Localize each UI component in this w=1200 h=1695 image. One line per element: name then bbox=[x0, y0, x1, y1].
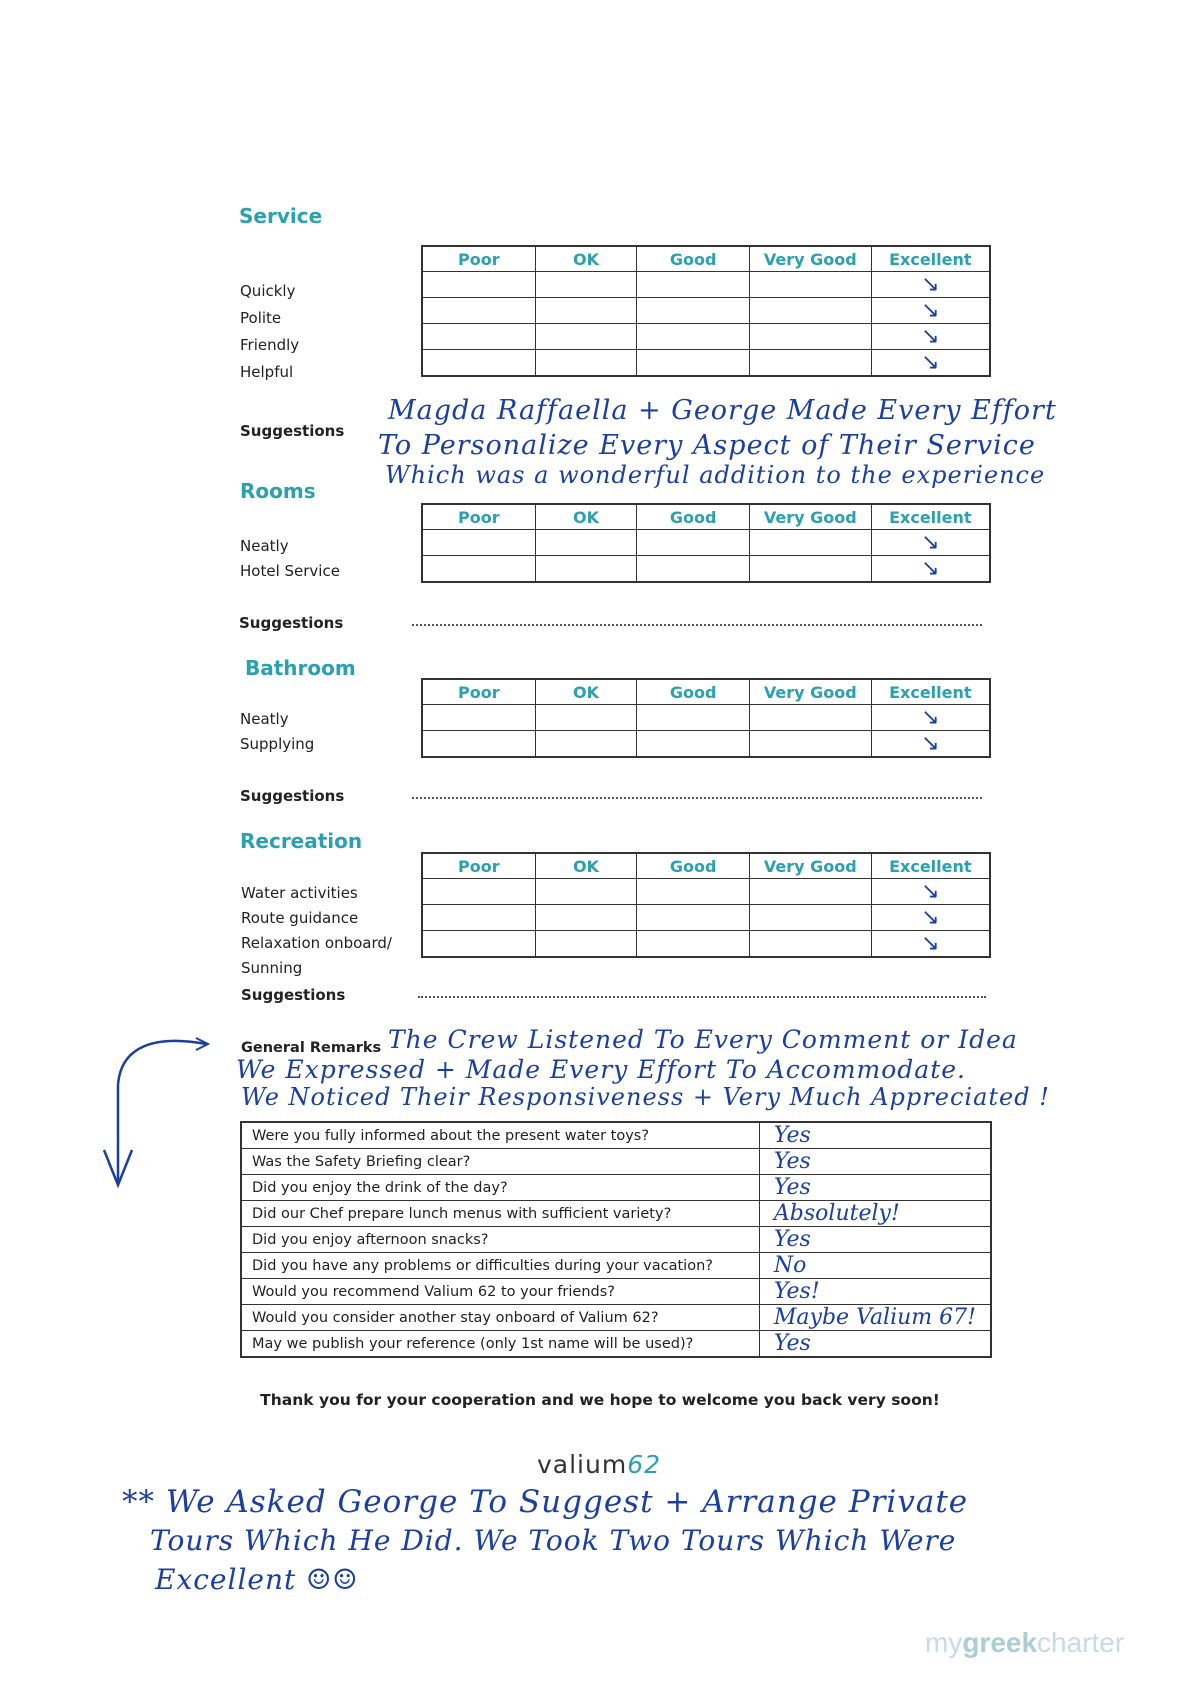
bathroom-row-supplying: Supplying bbox=[240, 735, 315, 753]
footer-note-line-2: Tours Which He Did. We Took Two Tours Which Were bbox=[150, 1524, 957, 1557]
recreation-row-water-activities: Water activities bbox=[241, 884, 358, 902]
recreation-row-relaxation: Relaxation onboard/ bbox=[241, 934, 392, 952]
bathroom-row-neatly: Neatly bbox=[240, 710, 289, 728]
section-title-recreation: Recreation bbox=[240, 829, 363, 853]
service-row-quickly: Quickly bbox=[240, 282, 296, 300]
header-ok: OK bbox=[535, 679, 637, 705]
section-title-bathroom: Bathroom bbox=[245, 656, 356, 680]
footer-note-line-3: Excellent ☺☺ bbox=[155, 1563, 359, 1596]
rating-row bbox=[422, 324, 990, 350]
answer-cell[interactable]: No bbox=[759, 1253, 991, 1279]
question-row bbox=[241, 1331, 991, 1358]
question-row bbox=[241, 1175, 991, 1201]
header-poor: Poor bbox=[422, 853, 535, 879]
rating-row bbox=[422, 705, 990, 731]
service-row-friendly: Friendly bbox=[240, 336, 300, 354]
answer-cell[interactable]: Yes! bbox=[759, 1279, 991, 1305]
header-ok: OK bbox=[535, 853, 637, 879]
rating-cell[interactable] bbox=[637, 879, 750, 905]
header-excellent: Excellent bbox=[871, 853, 990, 879]
bathroom-rating-table bbox=[421, 678, 991, 758]
rooms-suggestions-label: Suggestions bbox=[239, 614, 344, 632]
rating-cell[interactable] bbox=[535, 879, 637, 905]
answer-cell[interactable]: Yes bbox=[759, 1331, 991, 1358]
recreation-suggestions-label: Suggestions bbox=[241, 986, 346, 1004]
rating-cell[interactable] bbox=[637, 931, 750, 958]
recreation-row-sunning: Sunning bbox=[241, 959, 303, 977]
answer-cell[interactable]: Maybe Valium 67! bbox=[759, 1305, 991, 1331]
rating-header-row bbox=[422, 853, 990, 879]
check-mark-icon[interactable]: ↘ bbox=[871, 298, 990, 324]
answer-cell[interactable]: Absolutely! bbox=[759, 1201, 991, 1227]
rating-cell[interactable] bbox=[422, 905, 535, 931]
recreation-suggestions-line[interactable] bbox=[418, 996, 986, 998]
watermark-brand: greek bbox=[962, 1627, 1038, 1658]
check-mark-icon[interactable]: ↘ bbox=[871, 905, 990, 931]
curved-arrow-icon bbox=[96, 1035, 216, 1195]
header-good: Good bbox=[637, 246, 750, 272]
question-row bbox=[241, 1305, 991, 1331]
check-mark-icon[interactable]: ↘ bbox=[871, 931, 990, 958]
rooms-suggestions-line[interactable] bbox=[412, 624, 982, 626]
rating-cell[interactable] bbox=[637, 272, 750, 298]
rating-cell[interactable] bbox=[637, 556, 750, 583]
question-row bbox=[241, 1253, 991, 1279]
logo-text: valium bbox=[537, 1450, 628, 1479]
rating-cell[interactable] bbox=[535, 324, 637, 350]
check-mark-icon[interactable]: ↘ bbox=[871, 731, 990, 758]
service-row-polite: Polite bbox=[240, 309, 282, 327]
rating-cell[interactable] bbox=[422, 530, 535, 556]
check-mark-icon[interactable]: ↘ bbox=[871, 556, 990, 583]
rating-cell[interactable] bbox=[535, 905, 637, 931]
question-row bbox=[241, 1279, 991, 1305]
watermark-post: charter bbox=[1037, 1627, 1125, 1658]
general-remark-line-1: The Crew Listened To Every Comment or Idea bbox=[388, 1025, 1018, 1054]
header-very-good: Very Good bbox=[750, 853, 872, 879]
question-row bbox=[241, 1122, 991, 1149]
rating-cell[interactable] bbox=[750, 879, 872, 905]
header-poor: Poor bbox=[422, 246, 535, 272]
rating-cell[interactable] bbox=[750, 905, 872, 931]
general-remark-line-2: We Expressed + Made Every Effort To Accommodate. bbox=[236, 1055, 966, 1084]
rating-cell[interactable] bbox=[750, 298, 872, 324]
rating-cell[interactable] bbox=[422, 298, 535, 324]
rating-row bbox=[422, 931, 990, 958]
header-good: Good bbox=[637, 504, 750, 530]
general-remarks-label: General Remarks bbox=[241, 1040, 382, 1056]
rating-cell[interactable] bbox=[535, 556, 637, 583]
rating-cell[interactable] bbox=[535, 705, 637, 731]
valium-logo bbox=[537, 1450, 661, 1479]
rating-row bbox=[422, 530, 990, 556]
service-rating-table bbox=[421, 245, 991, 377]
header-very-good: Very Good bbox=[750, 246, 872, 272]
question-row bbox=[241, 1149, 991, 1175]
rating-row bbox=[422, 879, 990, 905]
header-poor: Poor bbox=[422, 504, 535, 530]
rating-cell[interactable] bbox=[750, 272, 872, 298]
rating-header-row bbox=[422, 679, 990, 705]
bathroom-suggestions-label: Suggestions bbox=[240, 787, 345, 805]
rating-cell[interactable] bbox=[750, 705, 872, 731]
service-suggestions-label: Suggestions bbox=[240, 422, 345, 440]
rating-cell[interactable] bbox=[535, 530, 637, 556]
rooms-row-hotel-service: Hotel Service bbox=[240, 562, 340, 580]
header-excellent: Excellent bbox=[871, 679, 990, 705]
rating-cell[interactable] bbox=[535, 731, 637, 758]
rating-cell[interactable] bbox=[637, 324, 750, 350]
question-text: Did you enjoy afternoon snacks? bbox=[241, 1227, 759, 1253]
check-mark-icon[interactable]: ↘ bbox=[871, 350, 990, 377]
rating-cell[interactable] bbox=[422, 731, 535, 758]
header-excellent: Excellent bbox=[871, 246, 990, 272]
questions-table bbox=[240, 1121, 992, 1358]
question-text: Were you fully informed about the present water toys? bbox=[241, 1122, 759, 1149]
thank-you-message: Thank you for your cooperation and we hope to welcome you back very soon! bbox=[260, 1391, 940, 1409]
header-ok: OK bbox=[535, 246, 637, 272]
rating-row bbox=[422, 731, 990, 758]
question-text: Would you recommend Valium 62 to your friends? bbox=[241, 1279, 759, 1305]
rating-cell[interactable] bbox=[750, 350, 872, 377]
header-very-good: Very Good bbox=[750, 679, 872, 705]
rating-cell[interactable] bbox=[422, 879, 535, 905]
rating-cell[interactable] bbox=[637, 350, 750, 377]
header-ok: OK bbox=[535, 504, 637, 530]
question-text: May we publish your reference (only 1st name will be used)? bbox=[241, 1331, 759, 1358]
rating-header-row bbox=[422, 504, 990, 530]
recreation-row-route-guidance: Route guidance bbox=[241, 909, 359, 927]
rating-cell[interactable] bbox=[637, 905, 750, 931]
watermark-pre: my bbox=[925, 1627, 963, 1658]
rating-cell[interactable] bbox=[750, 324, 872, 350]
rating-header-row bbox=[422, 246, 990, 272]
rating-row bbox=[422, 272, 990, 298]
service-suggestion-line-2: To Personalize Every Aspect of Their Service bbox=[378, 430, 1036, 461]
header-good: Good bbox=[637, 679, 750, 705]
rating-cell[interactable] bbox=[422, 931, 535, 958]
question-text: Would you consider another stay onboard of Valium 62? bbox=[241, 1305, 759, 1331]
check-mark-icon[interactable]: ↘ bbox=[871, 705, 990, 731]
rating-cell[interactable] bbox=[637, 731, 750, 758]
rating-cell[interactable] bbox=[535, 272, 637, 298]
rating-cell[interactable] bbox=[535, 298, 637, 324]
question-text: Did you have any problems or difficulties during your vacation? bbox=[241, 1253, 759, 1279]
rating-cell[interactable] bbox=[422, 272, 535, 298]
rating-cell[interactable] bbox=[422, 556, 535, 583]
service-suggestion-line-3: Which was a wonderful addition to the experience bbox=[385, 461, 1046, 489]
rating-row bbox=[422, 350, 990, 377]
check-mark-icon[interactable]: ↘ bbox=[871, 530, 990, 556]
rating-cell[interactable] bbox=[750, 731, 872, 758]
general-remark-line-3: We Noticed Their Responsiveness + Very Much Appreciated ! bbox=[241, 1083, 1050, 1111]
recreation-rating-table bbox=[421, 852, 991, 958]
rooms-row-neatly: Neatly bbox=[240, 537, 289, 555]
rating-cell[interactable] bbox=[637, 705, 750, 731]
header-good: Good bbox=[637, 853, 750, 879]
footer-note-line-1: ** We Asked George To Suggest + Arrange Private bbox=[122, 1484, 969, 1520]
rating-cell[interactable] bbox=[535, 350, 637, 377]
header-poor: Poor bbox=[422, 679, 535, 705]
rating-cell[interactable] bbox=[750, 931, 872, 958]
mygreekcharter-watermark bbox=[925, 1627, 1124, 1659]
rating-row bbox=[422, 298, 990, 324]
check-mark-icon[interactable]: ↘ bbox=[871, 272, 990, 298]
rating-cell[interactable] bbox=[750, 556, 872, 583]
rating-cell[interactable] bbox=[637, 298, 750, 324]
question-row bbox=[241, 1201, 991, 1227]
rating-cell[interactable] bbox=[422, 350, 535, 377]
answer-cell[interactable]: Yes bbox=[759, 1175, 991, 1201]
logo-number: 62 bbox=[627, 1450, 662, 1479]
question-text: Was the Safety Briefing clear? bbox=[241, 1149, 759, 1175]
rating-row bbox=[422, 556, 990, 583]
rating-row bbox=[422, 905, 990, 931]
header-very-good: Very Good bbox=[750, 504, 872, 530]
service-row-helpful: Helpful bbox=[240, 363, 294, 381]
answer-cell[interactable]: Yes bbox=[759, 1149, 991, 1175]
section-title-rooms: Rooms bbox=[240, 479, 316, 503]
rating-cell[interactable] bbox=[750, 530, 872, 556]
bathroom-suggestions-line[interactable] bbox=[412, 797, 982, 799]
section-title-service: Service bbox=[239, 204, 323, 228]
rating-cell[interactable] bbox=[535, 931, 637, 958]
check-mark-icon[interactable]: ↘ bbox=[871, 324, 990, 350]
answer-cell[interactable]: Yes bbox=[759, 1227, 991, 1253]
rating-cell[interactable] bbox=[422, 705, 535, 731]
check-mark-icon[interactable]: ↘ bbox=[871, 879, 990, 905]
rating-cell[interactable] bbox=[637, 530, 750, 556]
service-suggestion-line-1: Magda Raffaella + George Made Every Effort bbox=[388, 395, 1057, 426]
rooms-rating-table bbox=[421, 503, 991, 583]
question-text: Did you enjoy the drink of the day? bbox=[241, 1175, 759, 1201]
header-excellent: Excellent bbox=[871, 504, 990, 530]
rating-cell[interactable] bbox=[422, 324, 535, 350]
question-row bbox=[241, 1227, 991, 1253]
answer-cell[interactable]: Yes bbox=[759, 1122, 991, 1149]
question-text: Did our Chef prepare lunch menus with sufficient variety? bbox=[241, 1201, 759, 1227]
